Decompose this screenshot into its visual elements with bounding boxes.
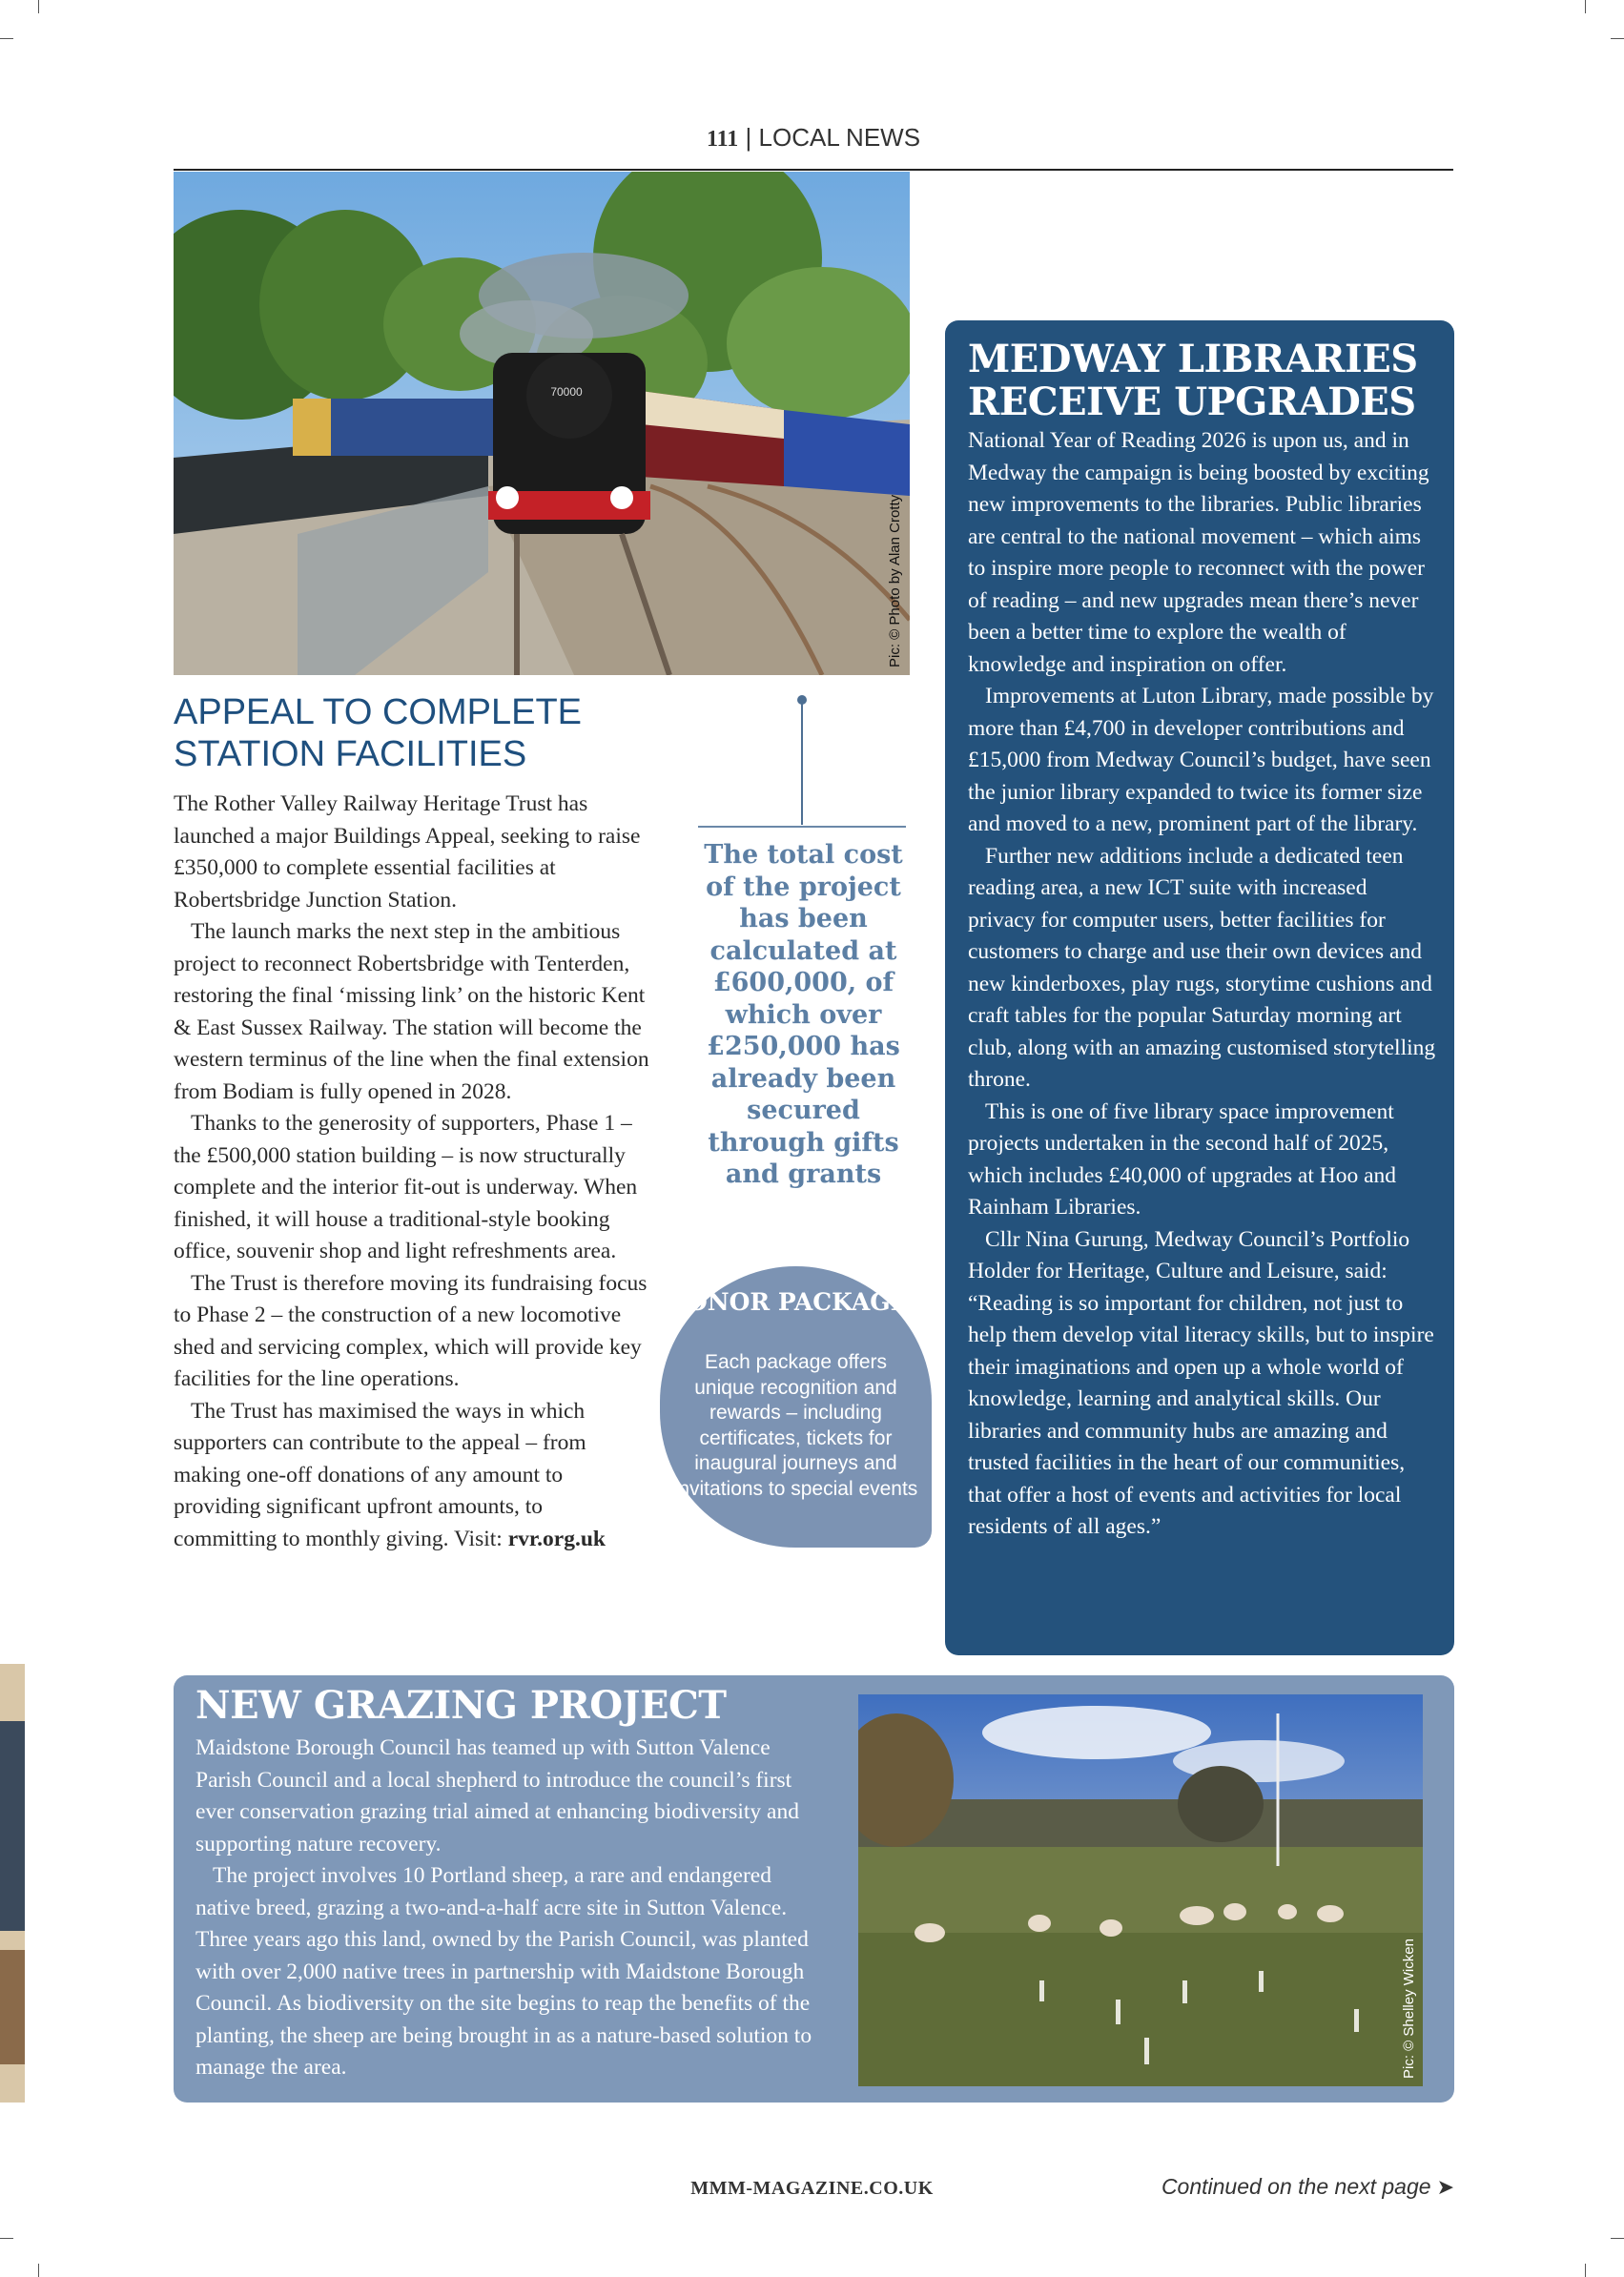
quote-pointer-line [801,701,803,825]
quote-rule [698,826,906,828]
photo-fragment [0,1664,25,2103]
page-header [174,119,1453,171]
continued-text: Continued on the next page [1161,2174,1431,2199]
crop-mark [1611,2238,1624,2239]
donor-packages-bubble [660,1266,932,1548]
grazing-title: NEW GRAZING PROJECT [195,1683,727,1728]
crop-mark [0,38,13,39]
appeal-paragraph: The launch marks the next step in the ambitious project to reconnect Robertsbridge with Tenterden, restoring the final ‘missing link’ on the historic Kent & East Sussex Railway. The station will become the western terminus of the line when the final extension from Bodiam is fully opened in 2028. [174,919,649,1104]
donor-title: DONOR PACKAGES [666,1288,926,1316]
grazing-project-box [174,1675,1454,2103]
appeal-last-text: The Trust has maximised the ways in which supporters can contribute to the appeal – from making one-off donations of any amount to providing significant upfront amounts, to committing to monthly giving. Visit: [174,1398,586,1551]
crop-mark [1585,2264,1586,2277]
arrow-right-icon: ➤ [1436,2175,1454,2199]
sheep-photo-credit: Pic: © Shelley Wicken [1401,1939,1417,2079]
continued-note [1161,2174,1454,2200]
crop-mark [1611,38,1624,39]
medway-paragraph: This is one of five library space improvement projects undertaken in the second half of 2025, which includes £40,000 of upgrades at Hoo and Rainham Libraries. [968,1098,1397,1220]
section-name: LOCAL NEWS [758,123,921,152]
grazing-paragraph: The project involves 10 Portland sheep, a rare and endangered native breed, grazing a two-and-a-half acre site in Sutton Valence. Three years ago this land, owned by the Parish Council, was planted with over 2,000 native trees in partnership with Maidstone Borough Council. As biodiversity on the site begins to reap the benefits of the planting, the sheep are being brought in as a nature-based solution to manage the area. [195,1863,812,2080]
crop-mark [0,2238,13,2239]
photo-credit: Pic: © Photo by Alan Crotty [887,494,903,667]
crop-mark [38,2264,39,2277]
appeal-body [174,789,650,1555]
medway-title: MEDWAY LIBRARIES RECEIVE UPGRADES [968,337,1418,424]
medway-paragraph: Further new additions include a dedicated teen reading area, a new ICT suite with increased privacy for computer users, better facilities for customers to charge and use their own devices and new kinderboxes, play rugs, storytime cushions and craft tables for the popular Saturday morning art club, along with an amazing customised storytelling throne. [968,843,1436,1092]
page-number: 111 [706,127,739,152]
grazing-paragraph: Maidstone Borough Council has teamed up with Sutton Valence Parish Council and a local shepherd to introduce the council’s first ever conservation grazing trial aimed at enhancing biodiversity and supporting nature recovery. [195,1735,799,1856]
steam-train-image [174,172,910,675]
grazing-body [195,1733,825,2084]
pull-quote: The total cost of the project has been calculated at £600,000, of which over £250,000 has already been secured through gifts and grants [704,840,903,1189]
appeal-paragraph: The Trust is therefore moving its fundraising focus to Phase 2 – the construction of a new locomotive shed and servicing complex, which will provide key facilities for the line operations. [174,1270,648,1391]
crop-mark [38,0,39,13]
header-separator: | [745,123,752,152]
header-text [174,123,1453,153]
donor-text: Each package offers unique recognition and rewards – including certificates, tickets for inaugural journeys and invitations to special events [673,1351,918,1500]
rvr-link[interactable]: rvr.org.uk [507,1526,606,1551]
medway-paragraph: Improvements at Luton Library, made possible by more than £4,700 in developer contributions and £15,000 from Medway Council’s budget, have seen the junior library expanded to twice its former size and moved to a new, prominent part of the library. [968,684,1434,836]
medway-body [968,425,1437,1544]
appeal-title: APPEAL TO COMPLETE STATION FACILITIES [174,692,583,774]
sheep-photo [858,1694,1423,2086]
loco-number: 70000 [550,385,583,399]
sheep-field-image [858,1694,1423,2086]
appeal-paragraph: Thanks to the generosity of supporters, Phase 1 – the £500,000 station building – is now structurally complete and the interior fit-out is underway. When finished, it will house a traditional-style booking office, souvenir shop and light refreshments area. [174,1111,638,1263]
appeal-paragraph: The Rother Valley Railway Heritage Trust has launched a major Buildings Appeal, seeking to raise £350,000 to complete essential facilities at Robertsbridge Junction Station. [174,791,641,913]
train-photo [174,172,910,675]
medway-paragraph: National Year of Reading 2026 is upon us, and in Medway the campaign is being boosted by exciting new improvements to the libraries. Public libraries are central to the national movement – which aims to inspire more people to reconnect with the power of reading – and new upgrades mean there’s never been a better time to explore the wealth of knowledge and inspiration on offer. [968,428,1429,677]
crop-mark [1585,0,1586,13]
medway-libraries-box [945,320,1454,1655]
medway-paragraph: Cllr Nina Gurung, Medway Council’s Portfolio Holder for Heritage, Culture and Leisure, said: “Reading is so important for children, not just to help them develop vital literacy skills, but to inspire their imaginations and open up a whole world of knowledge, learning and analytical skills. Our libraries and community hubs are amazing and trusted facilities in the heart of our communities, that offer a host of events and activities for local residents of all ages.” [968,1226,1434,1539]
appeal-paragraph [174,1396,650,1556]
footer-site: MMM-MAGAZINE.CO.UK [690,2178,934,2199]
adjacent-page-photo-fragment [0,1664,25,2103]
